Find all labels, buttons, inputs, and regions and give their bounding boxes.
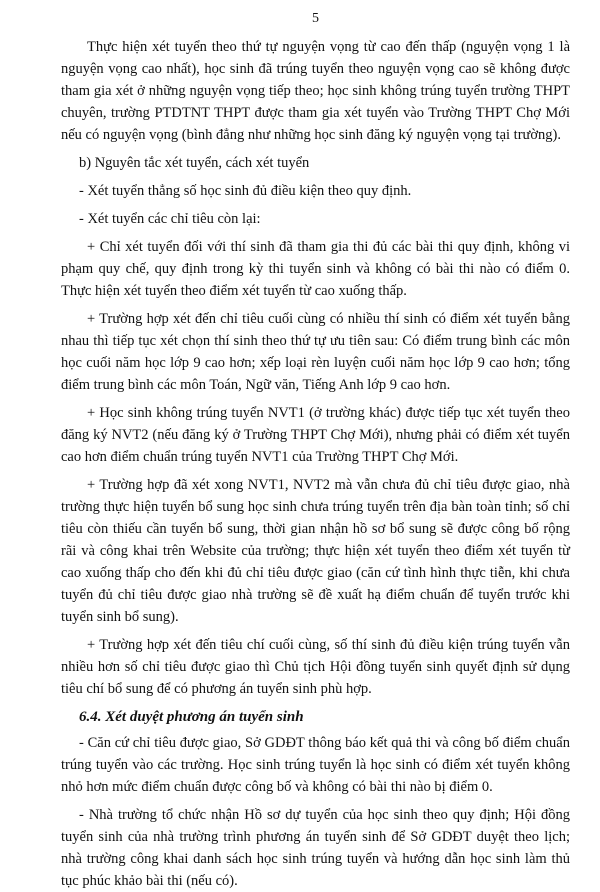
paragraph-approval-process: - Nhà trường tổ chức nhận Hồ sơ dự tuyển của học sinh theo quy định; Hội đồng tuyển sinh của nhà trường trình phương án tuyển sinh để Sở GDĐT duyệt theo lịch; nhà trường công khai danh sách học sinh trúng tuyển và hướng dẫn học sinh làm thủ tục phúc khảo bài thi (nếu có). xyxy=(61,807,570,889)
paragraph-remaining-quota: - Xét tuyển các chỉ tiêu còn lại: xyxy=(79,211,261,227)
paragraph-admission-order: Thực hiện xét tuyển theo thứ tự nguyện vọng từ cao đến thấp (nguyện vọng 1 là nguyện vọng cao nhất), học sinh đã trúng tuyển theo nguyện vọng cao sẽ không được tham gia xét ở những nguyện vọng tiếp theo; học sinh không trúng tuyển trường THPT chuyên, trường PTDTNT THPT được tham gia xét tuyển vào Trường THPT Chợ Mới nếu có nguyện vọng (bình đẳng như những học sinh đăng ký nguyện vọng tại trường). xyxy=(61,39,570,143)
paragraph-final-criteria: + Trường hợp xét đến tiêu chí cuối cùng, số thí sinh đủ điều kiện trúng tuyển vẫn nhiều hơn số chỉ tiêu được giao thì Chủ tịch Hội đồng tuyển sinh quyết định sử dụng tiêu chí bổ sung để có phương án tuyển sinh phù hợp. xyxy=(61,637,570,697)
paragraph-tie-break: + Trường hợp xét đến chỉ tiêu cuối cùng có nhiều thí sinh có điểm xét tuyển bằng nhau thì tiếp tục xét chọn thí sinh theo thứ tự ưu tiên sau: Có điểm trung bình các môn học cuối năm học lớp 9 cao hơn; xếp loại rèn luyện cuối năm học lớp 9 cao hơn; tổng điểm trung bình các môn Toán, Ngữ văn, Tiếng Anh lớp 9 cao hơn. xyxy=(61,311,570,393)
paragraph-principles-heading: b) Nguyên tắc xét tuyển, cách xét tuyển xyxy=(79,155,310,171)
paragraph-nvt2: + Học sinh không trúng tuyển NVT1 (ở trường khác) được tiếp tục xét tuyển theo đăng ký NVT2 (nếu đăng ký ở Trường THPT Chợ Mới), nhưng phải có điểm xét tuyển cao hơn điểm chuẩn trúng tuyển NVT1 của Trường THPT Chợ Mới. xyxy=(61,405,570,465)
paragraph-direct-admission: - Xét tuyển thẳng số học sinh đủ điều kiện theo quy định. xyxy=(79,183,412,199)
paragraph-eligibility: + Chỉ xét tuyển đối với thí sinh đã tham gia thi đủ các bài thi quy định, không vi phạm quy chế, quy định trong kỳ thi tuyển sinh và không có bài thi nào có điểm 0. Thực hiện xét tuyển theo điểm xét tuyển từ cao xuống thấp. xyxy=(61,239,570,299)
paragraph-supplementary: + Trường hợp đã xét xong NVT1, NVT2 mà vẫn chưa đủ chỉ tiêu được giao, nhà trường thực hiện tuyển bổ sung học sinh chưa trúng tuyển trên địa bàn toàn tỉnh; số chỉ tiêu còn thiếu cần tuyển bổ sung, thời gian nhận hồ sơ bổ sung sẽ được công bố rộng rãi và công khai trên Website của trường; thực hiện xét tuyển theo điểm xét tuyển từ cao xuống thấp cho đến khi đủ chỉ tiêu được giao (căn cứ tình hình thực tiễn, khi chưa tuyển đủ chỉ tiêu được giao nhà trường sẽ đề xuất hạ điểm chuẩn để tuyển trước khi tuyển sinh bổ sung). xyxy=(61,477,570,625)
section-title: 6.4. Xét duyệt phương án tuyển sinh xyxy=(79,709,304,725)
paragraph-approval-results: - Căn cứ chỉ tiêu được giao, Sở GDĐT thông báo kết quả thi và công bố điểm chuẩn trúng tuyển vào các trường. Học sinh trúng tuyển là học sinh có điểm xét tuyển không nhỏ hơn mức điểm chuẩn được công bố và không có bài thi nào bị điểm 0. xyxy=(61,735,570,795)
page-number: 5 xyxy=(312,11,319,26)
